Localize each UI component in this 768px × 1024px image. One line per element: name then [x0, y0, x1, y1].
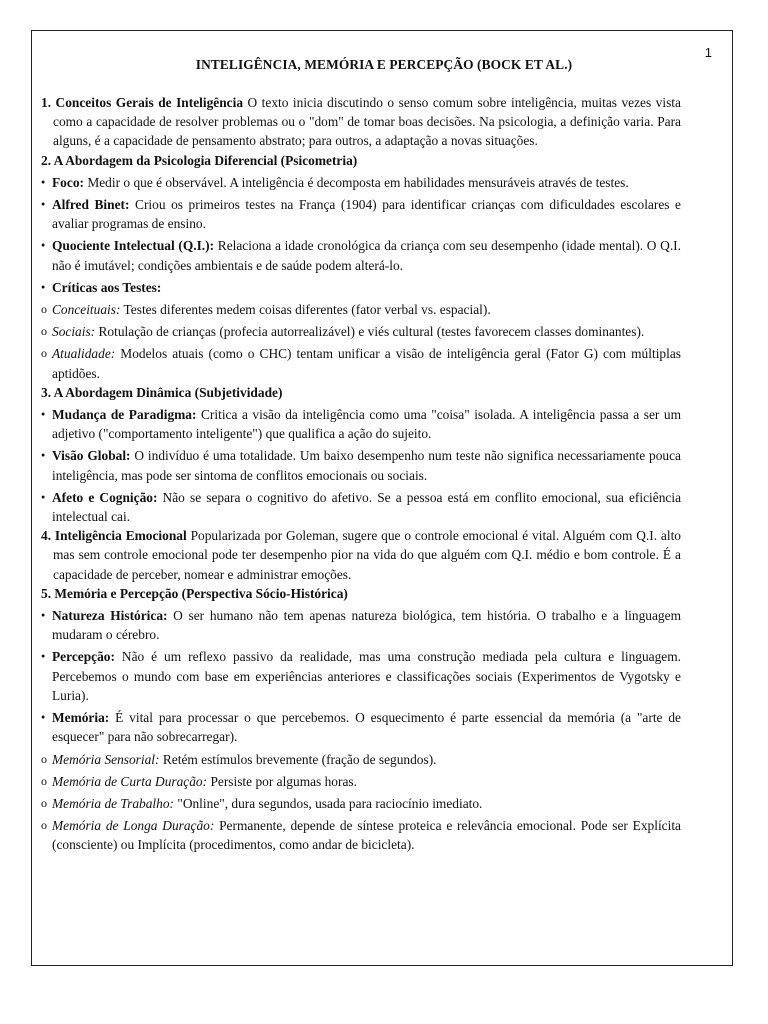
bullet-label: Percepção: — [52, 649, 115, 665]
section-5-sub-curta — [41, 772, 681, 791]
bullet-label: Quociente Intelectual (Q.I.): — [52, 238, 215, 254]
section-2-sub-sociais — [41, 322, 681, 341]
section-5-bullet-percepcao — [41, 647, 681, 705]
section-2-sub-atualidade — [41, 344, 681, 382]
bullet-label: Alfred Binet: — [52, 197, 130, 213]
sub-label: Sociais: — [52, 324, 96, 340]
bullet-text: Não se separa o cognitivo do afetivo. Se a pessoa está em conflito emocional, sua eficiência intelectual cai. — [52, 489, 682, 525]
bullet-label: Memória: — [52, 710, 110, 726]
sub-label: Memória de Trabalho: — [52, 795, 174, 811]
bullet-text: Criou os primeiros testes na França (1904) para identificar crianças com dificuldades escolares e avaliar programas de ensino. — [52, 197, 681, 232]
sub-text: Testes diferentes medem coisas diferentes (fator verbal vs. espacial). — [120, 302, 491, 318]
section-3-bullet-visao — [41, 446, 681, 484]
section-5-sub-sensorial — [41, 750, 681, 769]
section-5-sub-trabalho — [41, 794, 681, 813]
section-5-heading: 5. Memória e Percepção (Perspectiva Sócio-Histórica) — [41, 585, 348, 601]
section-4 — [41, 526, 681, 584]
section-3-bullet-afeto — [41, 488, 681, 526]
bullet-text: O indivíduo é uma totalidade. Um baixo desempenho num teste não significa necessariamente pouca inteligência, mas pode ser sintoma de conflitos emocionais ou sociais. — [52, 448, 681, 483]
sub-text: Persiste por algumas horas. — [207, 773, 357, 789]
sub-label: Memória de Curta Duração: — [52, 773, 208, 789]
bullet-text: Critica a visão da inteligência como uma "coisa" isolada. A inteligência passa a ser um adjetivo ("comportamento inteligente") que qualifica a ação do sujeito. — [52, 407, 681, 442]
section-1-text: O texto inicia discutindo o senso comum sobre inteligência, muitas vezes vista como a capacidade de resolver problemas ou o "dom" de tomar boas decisões. Na psicologia, a definição varia. Para alguns, é a capacidade de pensamento abstrato; para outros, a adaptação a novas situações. — [53, 95, 681, 149]
section-2-bullet-criticas — [41, 278, 681, 297]
bullet-text: Não é um reflexo passivo da realidade, mas uma construção mediada pela cultura e linguagem. Percebemos o mundo com base em experiências anteriores e classificações sociais (Experimentos de Vygotsky e Luria). — [52, 649, 681, 703]
sub-text: Modelos atuais (como o CHC) tentam unificar a visão de inteligência geral (Fator G) com múltiplas aptidões. — [52, 346, 681, 381]
sub-label: Memória Sensorial: — [52, 751, 160, 767]
bullet-text: Relaciona a idade cronológica da criança com seu desempenho (idade mental). O Q.I. não é imutável; condições ambientais e de saúde podem alterá-lo. — [52, 238, 681, 273]
section-4-text: Popularizada por Goleman, sugere que o controle emocional é vital. Alguém com Q.I. alto mas sem controle emocional pode ter desempenho pior na vida do que alguém com Q.I. médio e bom controle. É a capacidade de perceber, nomear e administrar emoções. — [53, 528, 681, 582]
bullet-text: É vital para processar o que percebemos. O esquecimento é parte essencial da memória (a "arte de esquecer" para não sobrecarregar). — [52, 710, 681, 745]
section-1 — [41, 93, 681, 151]
bullet-label: Visão Global: — [52, 448, 131, 464]
section-4-heading: 4. Inteligência Emocional — [41, 528, 187, 544]
section-2-heading: 2. A Abordagem da Psicologia Diferencial (Psicometria) — [41, 152, 358, 168]
sub-label: Atualidade: — [52, 346, 116, 362]
sub-text: "Online", dura segundos, usada para raciocínio imediato. — [174, 795, 483, 811]
section-5-sub-longa — [41, 816, 681, 854]
section-2-bullet-binet — [41, 195, 681, 233]
bullet-text: O ser humano não tem apenas natureza biológica, tem história. O trabalho e a linguagem mudaram o cérebro. — [52, 608, 681, 643]
document-body — [41, 93, 681, 855]
section-1-heading: 1. Conceitos Gerais de Inteligência — [41, 95, 244, 110]
section-2-bullet-foco — [41, 173, 681, 192]
bullet-label: Foco: — [52, 174, 84, 190]
sub-text: Rotulação de crianças (profecia autorrealizável) e viés cultural (testes favorecem classes dominantes). — [95, 324, 645, 340]
bullet-label: Afeto e Cognição: — [52, 489, 158, 505]
section-5-bullet-memoria — [41, 708, 681, 746]
sub-label: Memória de Longa Duração: — [52, 818, 215, 834]
bullet-label: Natureza Histórica: — [52, 608, 168, 624]
page-number: 1 — [704, 45, 712, 60]
section-3-bullet-paradigma — [41, 405, 681, 443]
section-2-bullet-qi — [41, 236, 681, 274]
sub-label: Conceituais: — [52, 302, 121, 318]
section-2-sub-conceituais — [41, 300, 681, 319]
document-title: INTELIGÊNCIA, MEMÓRIA E PERCEPÇÃO (BOCK ET AL.) — [195, 57, 573, 72]
section-3-heading: 3. A Abordagem Dinâmica (Subjetividade) — [41, 384, 283, 400]
bullet-label: Mudança de Paradigma: — [52, 407, 197, 423]
sub-text: Retém estímulos brevemente (fração de segundos). — [159, 751, 437, 767]
section-5-bullet-natureza — [41, 606, 681, 644]
sub-text: Permanente, depende de síntese proteica e relevância emocional. Pode ser Explícita (consciente) ou Implícita (procedimentos, como andar de bicicleta). — [52, 818, 681, 853]
bullet-text: Medir o que é observável. A inteligência é decomposta em habilidades mensuráveis através de testes. — [83, 174, 629, 190]
bullet-label: Críticas aos Testes: — [52, 279, 162, 295]
